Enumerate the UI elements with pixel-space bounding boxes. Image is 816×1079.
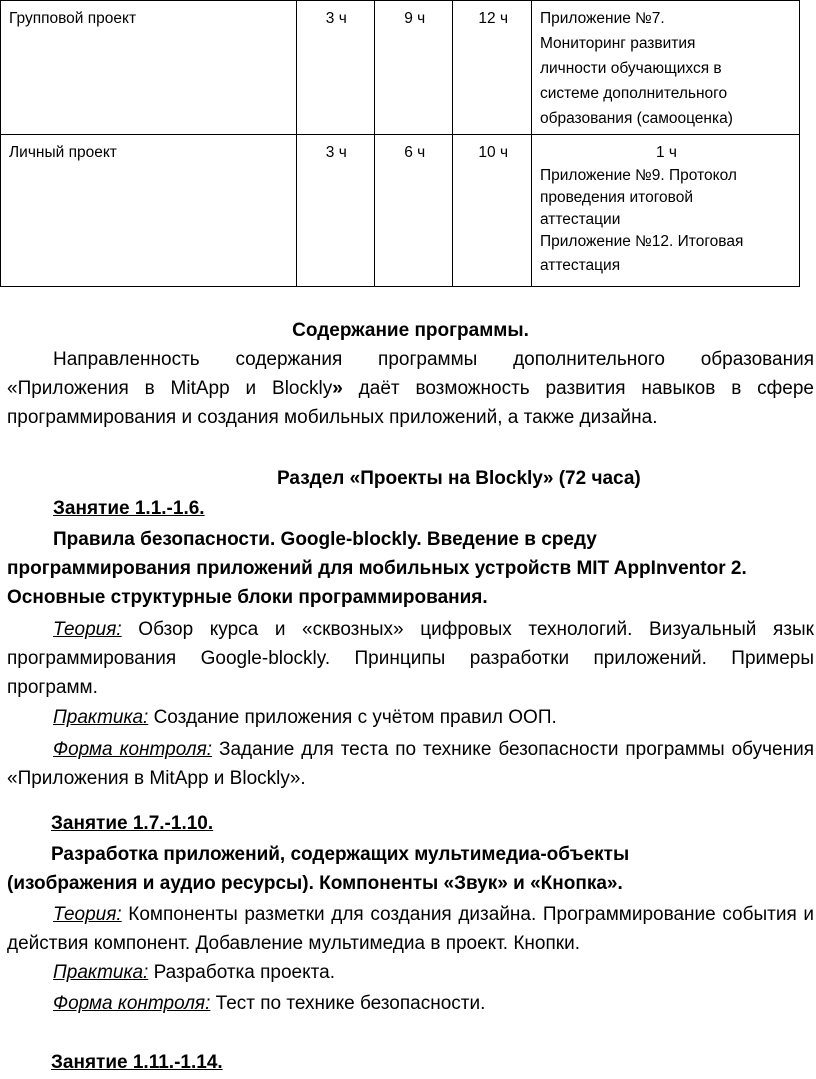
intro-text-end: даёт возможность развития навыков в сфере программирования и создания мобильных приложений, а также дизайна. bbox=[7, 378, 814, 428]
appendix-line: проведения итоговой bbox=[539, 189, 693, 206]
appendix-line: Приложение №9. Протокол bbox=[539, 167, 737, 184]
theory-text: Компоненты разметки для создания дизайна. Программирование события и действия компонент. Добавление мультимедиа в проект. Кнопки. bbox=[7, 904, 814, 954]
control-text: Задание для теста по технике безопасности программы обучения «Приложения в MitApp и Blockly». bbox=[7, 739, 814, 789]
practice-label: Практика: bbox=[53, 707, 149, 728]
practice-label: Практика: bbox=[53, 962, 149, 983]
lesson-control bbox=[7, 735, 814, 793]
total-hours-cell: 10 ч bbox=[453, 135, 531, 287]
theory-label: Теория: bbox=[53, 904, 122, 925]
lesson-number: Занятие 1.7.-1.10. bbox=[51, 813, 214, 834]
hours-table bbox=[0, 0, 800, 287]
theory-hours-cell: 3 ч bbox=[296, 1, 374, 135]
appendix-cell bbox=[531, 1, 799, 135]
lesson-title-line: программирования приложений для мобильных устройств MIT AppInventor 2. bbox=[7, 558, 747, 579]
theory-hours-cell: 3 ч bbox=[296, 135, 374, 287]
theory-text: Обзор курса и «сквозных» цифровых технологий. Визуальный язык программирования Google-blockly. Принципы разработки приложений. Примеры программ. bbox=[7, 619, 814, 698]
appendix-cell bbox=[531, 135, 799, 287]
appendix-line: системе дополнительного bbox=[539, 85, 728, 102]
theory-label: Теория: bbox=[53, 619, 122, 640]
practice-hours-cell: 9 ч bbox=[375, 1, 453, 135]
intro-closing-quote: » bbox=[332, 378, 343, 399]
project-type-cell: Групповой проект bbox=[1, 1, 297, 135]
appendix-line: Приложение №12. Итоговая bbox=[539, 233, 744, 250]
project-type-cell: Личный проект bbox=[1, 135, 297, 287]
appendix-line: Мониторинг развития bbox=[539, 35, 696, 52]
lesson-practice bbox=[7, 958, 814, 987]
appendix-line: Приложение №7. bbox=[539, 10, 665, 27]
table-row bbox=[1, 135, 800, 287]
appendix-line: образования (самооценка) bbox=[539, 110, 733, 127]
lesson-practice bbox=[7, 703, 814, 732]
intro-paragraph bbox=[7, 345, 814, 432]
lesson-number: Занятие 1.1.-1.6. bbox=[53, 498, 205, 519]
control-label: Форма контроля: bbox=[53, 739, 213, 760]
lesson-title-line: Разработка приложений, содержащих мультимедиа-объекты bbox=[51, 844, 630, 865]
control-label: Форма контроля: bbox=[53, 993, 211, 1014]
lesson-control bbox=[7, 989, 814, 1018]
lesson-title-line: Основные структурные блоки программирования. bbox=[7, 587, 488, 608]
appendix-line: аттестация bbox=[539, 257, 621, 274]
lesson-theory bbox=[7, 900, 814, 958]
section-title: Раздел «Проекты на Blockly» (72 часа) bbox=[277, 468, 641, 489]
total-hours-cell: 12 ч bbox=[453, 1, 531, 135]
program-content-heading: Содержание программы. bbox=[292, 320, 529, 341]
lesson-theory bbox=[7, 615, 814, 702]
lesson-title-line: Правила безопасности. Google-blockly. Введение в среду bbox=[53, 529, 597, 550]
lesson-number: Занятие 1.11.-1.14. bbox=[51, 1052, 223, 1073]
table-row bbox=[1, 1, 800, 135]
lesson-title-line: (изображения и аудио ресурсы). Компоненты «Звук» и «Кнопка». bbox=[7, 873, 623, 894]
control-text: Тест по технике безопасности. bbox=[210, 993, 486, 1014]
practice-text: Создание приложения с учётом правил ООП. bbox=[148, 707, 557, 728]
appendix-line: аттестации bbox=[539, 211, 621, 228]
practice-hours-cell: 6 ч bbox=[375, 135, 453, 287]
appendix-line: личности обучающихся в bbox=[539, 60, 722, 77]
appendix-hours: 1 ч bbox=[655, 144, 677, 161]
practice-text: Разработка проекта. bbox=[148, 962, 335, 983]
intro-text-start: Направленность содержания программы дополнительного образования «Приложения в MitApp и Blockly bbox=[7, 349, 814, 399]
